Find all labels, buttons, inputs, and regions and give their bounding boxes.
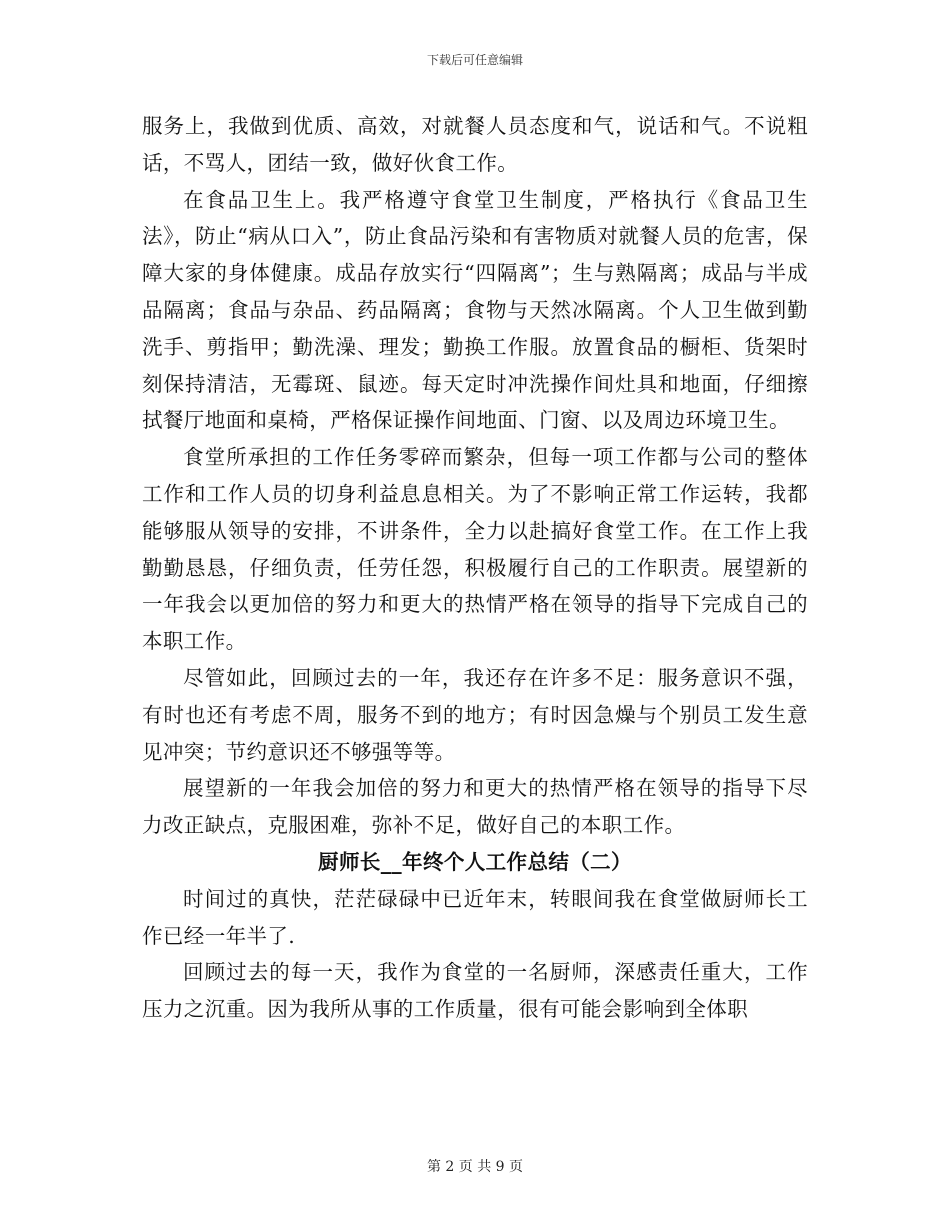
page-header-note: 下载后可任意编辑	[426, 53, 523, 67]
paragraph-time-flies: 时间过的真快，茫茫碌碌中已近年末，转眼间我在食堂做厨师长工作已经一年半了.	[142, 886, 808, 948]
document-body	[142, 108, 808, 1028]
page-number: 第 2 页 共 9 页	[426, 1159, 524, 1175]
paragraph-canteen-duties: 食堂所承担的工作任务零碎而繁杂，但每一项工作都与公司的整体工作和工作人员的切身利益息息相关。为了不影响正常工作运转，我都能够服从领导的安排，不讲条件，全力以赴搞好食堂工作。在工作上我勤勤恳恳，仔细负责，任劳任怨，积极履行自己的工作职责。展望新的一年我会以更加倍的努力和更大的热情严格在领导的指导下完成自己的本职工作。	[142, 445, 808, 654]
paragraph-shortcomings: 尽管如此，回顾过去的一年，我还存在许多不足：服务意识不强，有时也还有考虑不周，服务不到的地方；有时因急燥与个别员工发生意见冲突；节约意识还不够强等等。	[142, 665, 808, 764]
section-title: 厨师长__年终个人工作总结（二）	[318, 849, 632, 874]
paragraph-food-hygiene: 在食品卫生上。我严格遵守食堂卫生制度，严格执行《食品卫生法》，防止“病从口入”，防止食品污染和有害物质对就餐人员的危害，保障大家的身体健康。成品存放实行“四隔离”；生与熟隔离；成品与半成品隔离；食品与杂品、药品隔离；食物与天然冰隔离。个人卫生做到勤洗手、剪指甲；勤洗澡、理发；勤换工作服。放置食品的橱柜、货架时刻保持清洁，无霉斑、鼠迹。每天定时冲洗操作间灶具和地面，仔细擦拭餐厅地面和桌椅，严格保证操作间地面、门窗、以及周边环境卫生。	[142, 187, 808, 433]
paragraph-service: 服务上，我做到优质、高效，对就餐人员态度和气，说话和气。不说粗话，不骂人，团结一致，做好伙食工作。	[142, 114, 808, 175]
paragraph-outlook: 展望新的一年我会加倍的努力和更大的热情严格在领导的指导下尽力改正缺点，克服困难，弥补不足，做好自己的本职工作。	[142, 776, 808, 838]
paragraph-looking-back: 回顾过去的每一天，我作为食堂的一名厨师，深感责任重大，工作压力之沉重。因为我所从事的工作质量，很有可能会影响到全体职	[142, 960, 808, 1022]
